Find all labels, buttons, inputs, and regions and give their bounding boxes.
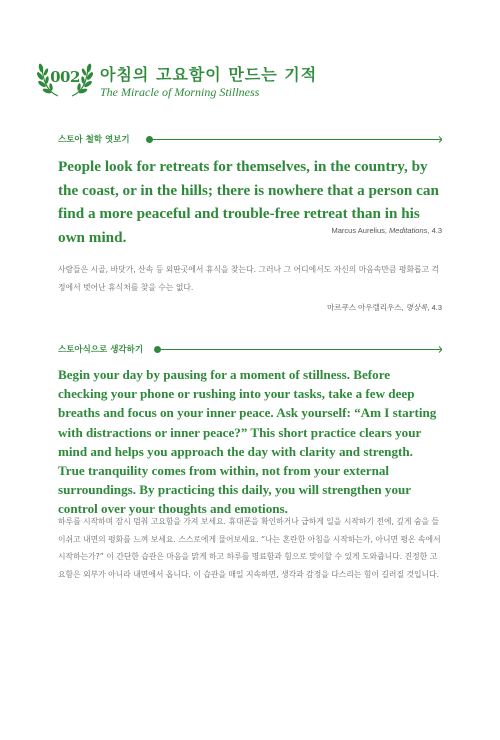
quote-translation: 사람들은 시골, 바닷가, 산속 등 외딴곳에서 휴식을 찾는다. 그러나 그 어디에서도 자신의 마음속만큼 평화롭고 걱정에서 벗어난 휴식처를 찾을 수는 없다.: [58, 265, 440, 292]
divider-arrow-icon: [434, 135, 442, 144]
translation-attribution-work: 명상록: [405, 303, 428, 312]
chapter-header: [36, 54, 466, 104]
section-divider: [160, 349, 440, 350]
translation-attribution-author: 마르쿠스 아우렐리우스,: [326, 303, 406, 312]
section-divider: [152, 139, 440, 140]
translation-attribution-ref: , 4.3: [427, 303, 442, 312]
attribution-ref: , 4.3: [427, 226, 442, 235]
translation-attribution: [327, 302, 442, 313]
attribution-work: Meditations: [389, 226, 428, 235]
divider-arrow-icon: [434, 345, 442, 354]
quote-attribution: [332, 226, 442, 235]
stoic-quote: People look for retreats for themselves, in the country, by the coast, or in the hills; there is nowhere that a person can find a more peaceful and trouble-free retreat than in his own mind.: [58, 158, 439, 246]
section-header-stoic-glimpse: [58, 133, 440, 147]
chapter-number: 002: [50, 68, 80, 86]
chapter-title-english: The Miracle of Morning Stillness: [100, 85, 260, 99]
chapter-title-korean: 아침의 고요함이 만드는 기적: [100, 65, 318, 84]
section-label: 스토아 철학 엿보기: [58, 135, 130, 145]
attribution-author: Marcus Aurelius,: [331, 226, 390, 235]
section-label: 스토아식으로 생각하기: [58, 345, 144, 355]
practice-body: Begin your day by pausing for a moment of stillness. Before checking your phone or rushing into your tasks, take a few deep breaths and focus on your inner peace. Ask yourself: “Am I starting with distractions or inner peace?” This short practice clears your mind and helps you approach the day with clarity and strength. True tranquility comes from within, not from your external surroundings. By practicing this daily, you will strengthen your control over your thoughts and emotions.: [58, 367, 437, 517]
section-header-think-stoic: [58, 343, 440, 357]
practice-translation: 하루를 시작하며 잠시 멈춰 고요함을 가져 보세요. 휴대폰을 확인하거나 급하게 일을 시작하기 전에, 깊게 숨을 들이쉬고 내면의 평화를 느껴 보세요. 스스로에게 물어보세요. “나는 혼란한 아침을 시작하는가, 아니면 평온 속에서 시작하는가?” 이 간단한 습관은 마음을 맑게 하고 하루를 명료함과 힘으로 맞이할 수 있게 도와줍니다. 진정한 고요함은 외부가 아니라 내면에서 옵니다. 이 습관을 매일 지속하면, 생각과 감정을 다스리는 힘이 길러질 것입니다.: [58, 517, 441, 579]
